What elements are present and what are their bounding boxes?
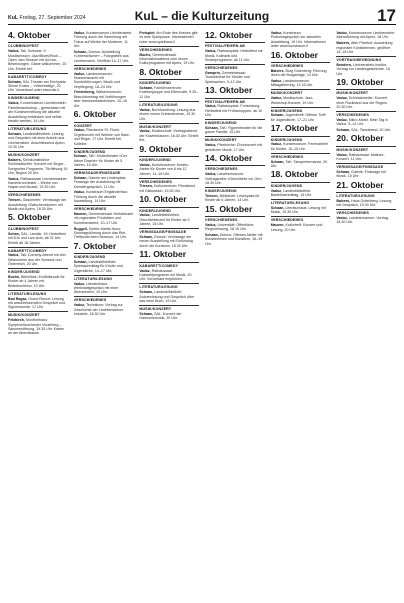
category-heading: MUSIK/KONZERT bbox=[336, 89, 396, 95]
event-entry bbox=[139, 312, 199, 321]
event-place: Vaduz, bbox=[139, 129, 151, 134]
event-entry bbox=[8, 198, 68, 211]
event-columns bbox=[8, 31, 396, 599]
event-place: Vaduz, bbox=[139, 213, 151, 218]
paper-name: KuL bbox=[8, 15, 19, 21]
category-heading: MUSIK/KONZERT bbox=[336, 146, 396, 152]
event-place: Schaan, bbox=[270, 205, 285, 210]
event-place: Schaan, bbox=[270, 159, 285, 164]
event-place: Vaduz, bbox=[139, 107, 151, 112]
category-heading: KINDER/JUGEND bbox=[74, 148, 134, 154]
event-entry bbox=[271, 79, 331, 88]
event-entry bbox=[74, 31, 134, 49]
event-description: Kunstmuseum: Kreativ-Atelier für Kinder von 6 bis 12 Jahren, 14–16 Uhr. bbox=[139, 162, 190, 176]
event-entry bbox=[271, 31, 331, 49]
event-entry bbox=[336, 199, 396, 208]
event-place: Vaduz, bbox=[270, 188, 283, 193]
column-4 bbox=[205, 31, 265, 599]
event-place: Mauren, bbox=[270, 223, 285, 228]
event-place: Triesen, bbox=[8, 198, 22, 203]
event-description: Literaturhaus: Lesung mit Musik, 19.30 Uhr. bbox=[270, 205, 327, 215]
event-description: Rathaussaal: Matinee-Konzert, 11 Uhr. bbox=[336, 152, 385, 161]
event-description: Gemeindesaal: Tauschbörse für Kleider und Spielsachen, 9–12 Uhr. bbox=[205, 70, 250, 84]
event-entry bbox=[271, 189, 331, 198]
column-6 bbox=[336, 31, 396, 599]
event-entry bbox=[336, 41, 396, 54]
category-heading: KABARETT/COMEDY bbox=[8, 247, 68, 253]
category-heading: MUSIK/KONZERT bbox=[205, 136, 265, 142]
event-description: Landesbibliothek: Geschichtenzeit für Kinder ab 3 Jahren, 15 Uhr. bbox=[139, 213, 190, 227]
event-description: Landesmuseum: Vortragsreihe «Geschichte vor Ort», 18.30 Uhr. bbox=[205, 172, 263, 186]
column-2 bbox=[74, 31, 134, 599]
event-place: Vaduz, bbox=[336, 31, 348, 35]
event-description: Kunstmuseum: Ferienatelier für Kinder, 10–15 Uhr. bbox=[270, 142, 329, 151]
event-entry bbox=[336, 216, 396, 225]
event-description: Bibliothek: Erzählstunde für Kinder ab 4 Jahren mit Bilderbuchkino, 10 Uhr. bbox=[8, 274, 65, 288]
event-place: Vaduz, bbox=[205, 143, 217, 148]
event-entry bbox=[8, 158, 68, 176]
event-entry bbox=[139, 108, 199, 121]
date-heading: 6. Oktober bbox=[73, 109, 117, 120]
category-heading: FESTIVAL/FEIERN AB bbox=[205, 98, 265, 104]
event-place: Vaduz, bbox=[8, 49, 20, 54]
event-place: Vaduz, bbox=[336, 117, 348, 122]
category-heading: LITERATUR/LESUNG bbox=[336, 192, 396, 198]
event-entry bbox=[205, 126, 265, 135]
event-entry bbox=[336, 128, 396, 132]
event-entry bbox=[139, 184, 199, 193]
event-description: Landesmuseum: Mittagsführung, 12.15 Uhr. bbox=[270, 78, 314, 88]
category-heading: LITERATUR/LESUNG bbox=[271, 199, 331, 205]
category-heading: KINDER/JUGEND bbox=[205, 187, 265, 193]
event-description: Pfarrkirche St. Florin: Orgelkonzert mit Werken von Bach und Reger, 17 Uhr. Eintritt frei, Kollekte. bbox=[73, 128, 130, 146]
event-description: Rathausplatz: Fortsetzung Herbstfest mit Frühschoppen, ab 10 Uhr. bbox=[205, 104, 263, 118]
category-heading: KINDER/JUGEND bbox=[205, 119, 265, 125]
event-place: Vaduz, bbox=[73, 281, 86, 286]
event-place: Schaan, bbox=[139, 290, 154, 295]
event-place: Schaan, bbox=[270, 113, 285, 118]
event-entry bbox=[139, 213, 199, 226]
event-entry bbox=[74, 303, 134, 316]
event-description: Montforthaus: Symphonieorchester Vorarlberg – Saisoneröffnung, 19.30 Uhr. Karten an der Abendkasse. bbox=[8, 318, 65, 336]
event-description: Technikum: Vortrag zur Geschichte der Liechtensteiner Industrie, 18.30 Uhr. bbox=[73, 303, 124, 317]
event-entry bbox=[74, 72, 134, 90]
event-description: Familienzentrum: Krabbelgruppe und Elterncafé, 9.30–11 Uhr. bbox=[139, 86, 199, 99]
event-place: Vaduz, bbox=[205, 172, 217, 177]
event-description: Tak: Comedy-Abend mit drei Newcomern aus der Schweiz und Österreich, 20 Uhr. bbox=[8, 253, 66, 267]
event-entry bbox=[205, 49, 265, 62]
category-heading: VERNISSAGE/FINISSAGE bbox=[74, 169, 134, 175]
category-heading: LITERATUR/LESUNG bbox=[139, 101, 199, 107]
event-place: Schaan, bbox=[205, 125, 219, 130]
category-heading: LITERATUR/LESUNG bbox=[139, 283, 199, 289]
event-place: Bendern, bbox=[336, 62, 352, 67]
event-description: Rathaussaal: Liechtensteiner Kammerorchester – Werke von Haydn und Mozart, 19.30 Uhr. bbox=[8, 176, 67, 190]
date-heading: 7. Oktober bbox=[73, 240, 117, 251]
event-description: Landesbibliothek: Spielnachmittag für Kinder und Jugendliche, 14–17 Uhr. bbox=[73, 260, 123, 273]
event-description: Gemeindesaal: Herbstmarkt mit regionalen Produkten und Kunsthandwerk, 10–17 Uhr. bbox=[73, 212, 134, 225]
event-description: Haus Gutenberg: Lesung mit Gespräch, 19.30 Uhr. bbox=[336, 198, 392, 208]
event-place: Vaduz, bbox=[270, 78, 283, 83]
event-description: Walsermuseum: Brauchtumstag mit Vorführungen alter Handwerkstechniken, 10–16 Uhr. bbox=[73, 90, 128, 108]
event-description: Am Ende des Kreises gibt es eine Spielpause. Informationen unter www.spielhaus.li bbox=[139, 31, 198, 44]
category-heading: KINDER/JUGEND bbox=[271, 107, 331, 113]
event-entry bbox=[8, 80, 68, 93]
event-place: Triesen, bbox=[139, 184, 153, 189]
event-description: Bibliothek: Lesespass für Kinder ab 6 Jahren, 14 Uhr. bbox=[205, 193, 260, 203]
section-title: KuL – die Kulturzeitung bbox=[134, 9, 270, 23]
event-entry bbox=[8, 177, 68, 190]
event-place: Vaduz, bbox=[73, 71, 86, 76]
event-place: Feldkirch, bbox=[8, 318, 25, 323]
event-entry bbox=[74, 282, 134, 295]
event-description: Alter Pfarrhof: Ausstellung regionaler Künstlerinnen, geöffnet 14–18 Uhr. bbox=[336, 41, 393, 54]
event-place: Vaduz, bbox=[205, 104, 217, 109]
event-place: Vaduz, bbox=[270, 31, 283, 35]
event-place: Schaan, bbox=[73, 154, 88, 159]
date-heading: 14. Oktober bbox=[205, 152, 253, 163]
event-entry bbox=[74, 154, 134, 167]
column-1 bbox=[8, 31, 68, 599]
category-heading: VERSCHIEDENES bbox=[8, 191, 68, 197]
category-heading: VERSCHIEDENES bbox=[205, 216, 265, 222]
event-place: Triesenberg, bbox=[73, 90, 96, 95]
event-description: Landesmuseum: Vortrag, 18.30 Uhr. bbox=[336, 216, 389, 225]
category-heading: VERNISSAGE/FINISSAGE bbox=[139, 228, 199, 234]
event-entry bbox=[271, 223, 331, 232]
event-description: Kulturzentrum: Filmabend mit Diskussion, 19.30 Uhr. bbox=[139, 184, 196, 193]
event-entry bbox=[271, 142, 331, 151]
event-entry bbox=[8, 253, 68, 266]
event-entry bbox=[8, 318, 68, 336]
event-entry bbox=[205, 143, 265, 152]
event-entry bbox=[139, 163, 199, 176]
event-entry bbox=[336, 31, 396, 40]
column-3 bbox=[139, 31, 199, 599]
category-heading: KINDER/JUGEND bbox=[271, 136, 331, 142]
event-description: TaK: Kindertheater «Der kleine Drache» für Kinder ab 5 Jahren, 15 Uhr. bbox=[73, 154, 127, 168]
event-description: Universität: Öffentliche Ringvorlesung, 18.15 Uhr. bbox=[205, 222, 254, 232]
issue-date: Freitag, 27. September 2024 bbox=[19, 15, 86, 21]
event-description: Landesbibliothek: Bastelnachmittag, 14 Uhr. bbox=[270, 188, 312, 198]
event-description: Landesmuseum: Museumsnacht mit Sonderführungen, Musik und Verpflegung, 18–24 Uhr. bbox=[73, 71, 120, 89]
event-entry bbox=[205, 223, 265, 232]
event-description: Landesbibliothek: Autorenlesung und Gespräch über das neue Buch, 19 Uhr. bbox=[139, 290, 195, 303]
event-entry bbox=[8, 132, 68, 150]
date-heading: 20. Oktober bbox=[336, 133, 384, 144]
category-heading: VERSCHIEDENES bbox=[271, 216, 331, 222]
event-description: Kulturtreff: Konzert und Lesung, 20 Uhr. bbox=[270, 223, 323, 232]
event-place: Vaduz, bbox=[336, 152, 348, 157]
event-place: Buchs, bbox=[8, 274, 20, 279]
event-place: Vaduz, bbox=[205, 222, 217, 227]
event-place: Bad Ragaz, bbox=[8, 296, 28, 301]
event-entry bbox=[139, 290, 199, 303]
event-entry bbox=[336, 153, 396, 162]
event-description: SAL, Landstr. 19: Herbstfest mit DJs und Live-Acts, ab 21 Uhr. Eintritt ab 18 Jahren. bbox=[8, 231, 66, 245]
event-description: Landesbibliothek: Lesung und Gespräch mit einer Autorin aus Liechtenstein. Anschliessend Apéro, 19.30 Uhr. bbox=[8, 131, 66, 149]
event-description: SAL: Tanzabend, 20 Uhr. bbox=[351, 127, 392, 132]
date-heading: 8. Oktober bbox=[139, 66, 182, 77]
event-place: Vaduz, bbox=[73, 303, 86, 308]
event-entry bbox=[205, 233, 265, 246]
category-heading: MUSIK/KONZERT bbox=[139, 123, 199, 129]
date-heading: 12. Oktober bbox=[205, 31, 253, 40]
date-heading: 15. Oktober bbox=[205, 203, 253, 214]
event-entry bbox=[8, 232, 68, 245]
category-heading: LITERATUR/LESUNG bbox=[8, 290, 68, 296]
date-heading: 18. Oktober bbox=[270, 169, 318, 180]
event-place: Vaduz, bbox=[270, 142, 283, 147]
date-heading: 9. Oktober bbox=[139, 143, 182, 154]
date-heading: 19. Oktober bbox=[336, 76, 384, 87]
event-description: Kunstmuseum Liechtenstein: Führung durch die Sammlung mit Fokus auf Werke der Moderne, 11 Uhr. bbox=[73, 31, 133, 49]
event-entry bbox=[74, 90, 134, 108]
event-description: Mikro-Markt, Mein Tag in Vaduz, 9–14 Uhr. bbox=[336, 117, 389, 127]
event-description: Kunstraum: Podiumsgespräch zur aktuellen Ausstellung, 19 Uhr. Informationen unter www.kunstraum.li bbox=[270, 31, 326, 49]
event-entry bbox=[205, 194, 265, 203]
event-description: Galerie: Finissage mit Musik, 15 Uhr. bbox=[336, 169, 386, 179]
category-heading: KONZERT bbox=[74, 122, 134, 128]
event-description: Liechtenstein-Institut: Vortrag zur Landesgeschichte, 18 Uhr. bbox=[336, 62, 390, 76]
event-place: Balzers, bbox=[336, 41, 351, 46]
event-entry bbox=[139, 235, 199, 248]
category-heading: KINDER/JUGEND bbox=[139, 79, 199, 85]
date-heading: 13. Oktober bbox=[205, 85, 253, 96]
event-description: Galerie am Lindenplatz: Finissage der Ausstellung mit Künstlergespräch, 11 Uhr. bbox=[73, 175, 127, 189]
event-entry bbox=[336, 63, 396, 76]
category-heading: VORTRAG/BEGEGNUNG bbox=[336, 56, 396, 62]
event-entry bbox=[8, 275, 68, 288]
event-description: Grand Resort: Lesung mit anschliessendem Gespräch und Signierstunde, 17 Uhr. bbox=[8, 296, 66, 310]
category-heading: VERSCHIEDENES bbox=[271, 62, 331, 68]
event-entry bbox=[74, 260, 134, 273]
event-place: Vaduz, bbox=[8, 176, 20, 181]
event-place: Schaan, bbox=[205, 232, 219, 237]
category-heading: VERSCHIEDENES bbox=[74, 65, 134, 71]
header-dateline bbox=[8, 15, 105, 24]
event-place: Vaduz, bbox=[73, 31, 86, 35]
event-place: Schaan, bbox=[336, 127, 351, 132]
category-heading: VERSCHIEDENES bbox=[271, 153, 331, 159]
event-entry bbox=[139, 31, 199, 44]
event-place: Vaduz, bbox=[139, 268, 151, 273]
category-heading: LITERATUR/LESUNG bbox=[74, 275, 134, 281]
category-heading: MUSIK/KONZERT bbox=[8, 311, 68, 317]
event-description: Küefer-Martis-Huus: Sonntagsführung durch das Riet, Treffpunkt beim Museum, 14 Uhr. bbox=[73, 226, 127, 240]
event-description: Gemeindesaal: Informationsabend zum neuen Kulturprogramm mit Apéro, 19 Uhr. bbox=[139, 52, 195, 66]
event-place: Vaduz, bbox=[270, 96, 283, 101]
event-description: Burg Gutenberg: Führung durch die Burganlage, 14 Uhr. bbox=[270, 68, 327, 78]
event-description: Jugendtreff: Offener Treff für Jugendliche, 17–21 Uhr. bbox=[270, 113, 326, 122]
event-description: SAL: Konzert der Harmoniemusik, 20 Uhr. bbox=[139, 311, 182, 321]
event-entry bbox=[74, 212, 134, 225]
event-entry bbox=[139, 53, 199, 66]
event-place: Vaduz, bbox=[336, 96, 348, 101]
event-description: Domus: Offenes Atelier mit Künstlerinnen und Künstlern, 16–19 Uhr. bbox=[205, 232, 263, 246]
event-entry bbox=[205, 104, 265, 117]
column-5 bbox=[271, 31, 331, 599]
category-heading: VERSCHIEDENES bbox=[205, 64, 265, 70]
event-place: Vaduz, bbox=[8, 253, 20, 258]
event-entry bbox=[74, 50, 134, 63]
category-heading: KINDER/JUGEND bbox=[271, 182, 331, 188]
date-heading: 4. Oktober bbox=[8, 31, 51, 40]
event-entry bbox=[74, 128, 134, 146]
category-heading: KINDER/JUGEND bbox=[74, 253, 134, 259]
category-heading: VERNISSAGE/FINISSAGE bbox=[336, 163, 396, 169]
category-heading: CLUBBING/FEST bbox=[8, 42, 68, 48]
event-entry bbox=[74, 227, 134, 240]
event-entry bbox=[74, 190, 134, 203]
event-place: Schaan, bbox=[73, 49, 88, 54]
event-description: Kunstmuseum Liechtenstein: Abendführung mit Apéro, 18 Uhr. bbox=[336, 31, 395, 40]
event-entry bbox=[8, 49, 68, 71]
date-heading: 16. Oktober bbox=[270, 49, 318, 60]
category-heading: FESTIVAL/FEIERN AB bbox=[205, 42, 265, 48]
event-description: Kunstmuseum Liechtenstein: Familienworkshop – gemeinsam mit der Kunstvermittlung die aktuelle Ausstellung entdecken und selbst kreativ werden, 14 Uhr. bbox=[8, 101, 67, 123]
date-heading: 5. Oktober bbox=[8, 212, 51, 223]
page-header bbox=[8, 0, 396, 25]
category-heading: VERSCHIEDENES bbox=[74, 205, 134, 211]
category-heading: MUSIK/KONZERT bbox=[271, 89, 331, 95]
event-description: Schlösslekeller: Konzert einer Rockband aus der Region, 20.30 Uhr. bbox=[336, 96, 388, 109]
event-entry bbox=[74, 176, 134, 189]
category-heading: MUSIK/KONZERT bbox=[8, 151, 68, 157]
event-description: Kunstraum Engländerbau: Führung durch die aktuelle Ausstellung, 14 Uhr. bbox=[73, 190, 128, 204]
event-place: Schaan, bbox=[8, 131, 22, 136]
category-heading: KINDER/JUGEND bbox=[8, 94, 68, 100]
category-heading: KABARETT/COMEDY bbox=[139, 262, 199, 268]
event-entry bbox=[205, 71, 265, 84]
event-description: Pfarrkirche: Chorkonzert mit geistlicher Musik, 17 Uhr. bbox=[205, 143, 263, 152]
category-heading: CLUBBING/FEST bbox=[8, 225, 68, 231]
event-place: Vaduz, bbox=[139, 162, 151, 167]
category-heading: MUSIK/KONZERT bbox=[139, 305, 199, 311]
event-place: Vaduz, bbox=[73, 128, 86, 133]
event-description: Gasometer: Vernissage der Ausstellung «Zwischenräume» mit Musik und Apéro, 18.30 Uhr. bbox=[8, 198, 67, 212]
event-place: Schan, bbox=[8, 231, 20, 236]
event-description: Literaturhaus: Werkstattgespräch mit einer Übersetzerin, 19 Uhr. bbox=[73, 281, 119, 295]
category-heading: KABARETT/COMEDY bbox=[8, 73, 68, 79]
date-heading: 10. Oktober bbox=[139, 194, 187, 205]
event-place: Schaan, bbox=[139, 235, 154, 240]
event-place: Freispiel: bbox=[139, 31, 156, 35]
event-place: Schaan, bbox=[139, 86, 154, 91]
event-entry bbox=[271, 96, 331, 105]
event-description: Domus: Ausstellung «Lebensräume» – Fotografien aus Liechtenstein. Geöffnet 14–17 Uhr. bbox=[73, 49, 130, 63]
event-place: Schaan, bbox=[8, 79, 22, 84]
event-description: Musikschule: Vortragsabend der Klavierklassen, 18.30 Uhr. Eintritt frei. bbox=[139, 129, 199, 143]
category-heading: KINDER/JUGEND bbox=[139, 156, 199, 162]
event-entry bbox=[8, 297, 68, 310]
event-description: TaK: Figurentheater für die ganze Familie, 15 Uhr. bbox=[205, 125, 263, 135]
event-place: Vaduz, bbox=[73, 190, 86, 195]
event-description: SAL Theater am Kirchplatz: Simon Enzler – «Wahrhaftig», 20 Uhr. Vorverkauf unter www.tak.li. bbox=[8, 79, 67, 93]
date-heading: 17. Oktober bbox=[270, 123, 318, 134]
event-entry bbox=[336, 96, 396, 109]
event-place: Vaduz, bbox=[8, 101, 20, 106]
event-entry bbox=[271, 206, 331, 215]
event-entry bbox=[139, 86, 199, 99]
event-place: Vaduz, bbox=[336, 216, 348, 221]
event-entry bbox=[139, 129, 199, 142]
event-place: Schaan, bbox=[139, 311, 154, 316]
event-place: Gamprin, bbox=[205, 70, 221, 75]
category-heading: LITERATUR/LESUNG bbox=[8, 125, 68, 131]
event-place: Balzers, bbox=[336, 198, 351, 203]
event-description: Rathausplatz: Herbstfest mit Musik, Kulinarik und Kinderprogramm, ab 11 Uhr. bbox=[205, 49, 263, 63]
event-place: Balzers, bbox=[8, 157, 22, 162]
event-description: Buchhandlung: Lesung aus einem neuen Kriminalroman, 19.30 Uhr. bbox=[139, 107, 196, 121]
event-place: Triesen, bbox=[205, 193, 219, 198]
event-description: TaK: Tanzperformance, 20 Uhr. bbox=[270, 159, 328, 169]
event-place: Ruggell, bbox=[73, 226, 88, 231]
event-entry bbox=[336, 170, 396, 179]
event-place: Schaan, bbox=[73, 175, 88, 180]
category-heading: VERSCHIEDENES bbox=[336, 209, 396, 215]
event-entry bbox=[271, 113, 331, 122]
event-place: Schaan, bbox=[336, 169, 351, 174]
category-heading: VERSCHIEDENES bbox=[139, 178, 199, 184]
category-heading: VERSCHIEDENES bbox=[139, 46, 199, 52]
event-description: Kleinkunstbühne Schlösslekeller: Konzert mit Singer-Songwriter-Programm, Türöffnung 19 Uhr, Beginn 20 Uhr. bbox=[8, 157, 68, 175]
category-heading: KINDER/JUGEND bbox=[8, 268, 68, 274]
page-number: 17 bbox=[377, 6, 396, 25]
event-entry bbox=[336, 118, 396, 127]
event-place: Schaan, bbox=[73, 260, 88, 265]
event-place: Vaduz, bbox=[205, 49, 217, 54]
event-entry bbox=[139, 269, 199, 282]
event-entry bbox=[271, 160, 331, 169]
event-entry bbox=[271, 69, 331, 78]
event-entry bbox=[205, 172, 265, 185]
category-heading: VERSCHIEDENES bbox=[205, 165, 265, 171]
event-description: Tak, Schlossr. 9: Musiksession: Jazz/Blues/Rock – Open Jam Session mit Ad-hoc-Besetzungen. Gäste willkommen, 20 Uhr. Eintritt frei. bbox=[8, 49, 67, 71]
category-heading: VERSCHIEDENES bbox=[74, 296, 134, 302]
event-place: Buchs, bbox=[139, 52, 152, 57]
category-heading: VERSCHIEDENES bbox=[336, 111, 396, 117]
category-heading: KINDER/JUGEND bbox=[139, 207, 199, 213]
date-heading: 21. Oktober bbox=[336, 179, 384, 190]
event-entry bbox=[8, 101, 68, 123]
date-heading: 11. Oktober bbox=[139, 249, 187, 260]
event-place: Mauren, bbox=[73, 212, 88, 217]
event-description: Musikschule: Jazz-Workshop-Konzert, 19 Uhr. bbox=[270, 96, 314, 105]
event-place: Balzers, bbox=[270, 68, 285, 73]
event-description: Rathaussaal: Kabarettprogramm mit Musik, 20 Uhr. Vorverkauf empfohlen. bbox=[139, 268, 192, 282]
event-description: Domus: Vernissage der neuen Ausstellung mit Einführung durch die Kuratorin, 18.30 Uhr. bbox=[139, 235, 193, 248]
